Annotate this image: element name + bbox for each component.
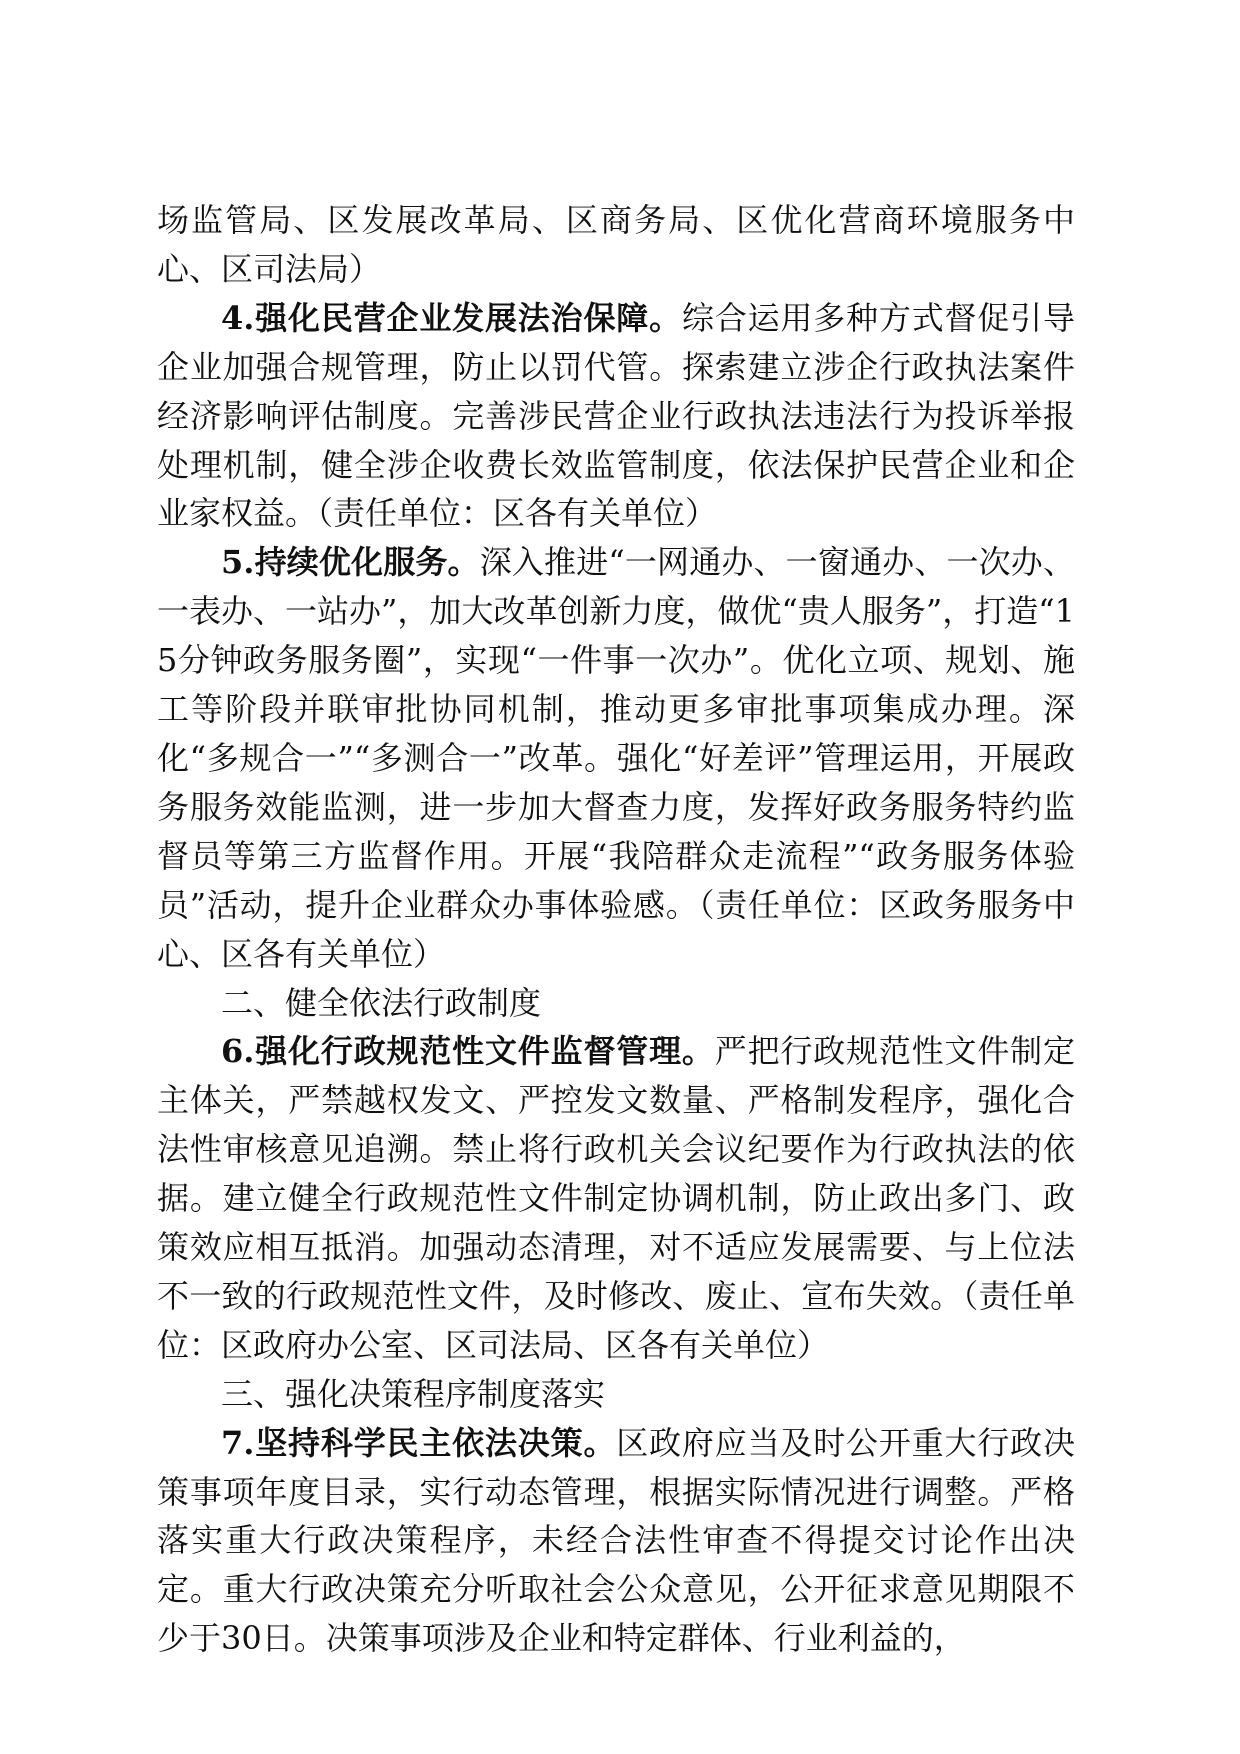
paragraph-text: 场监管局、区发展改革局、区商务局、区优化营商环境服务中心、区司法局）	[157, 201, 1075, 288]
item-7-text: 区政府应当及时公开重大行政决策事项年度目录，实行动态管理，根据实际情况进行调整。严格落实重大行政决策程序，未经合法性审查不得提交讨论作出决定。重大行政决策充分听取社会公众意见，公开征求意见期限不少于30日。决策事项涉及企业和特定群体、行业利益的，	[157, 1423, 1075, 1658]
item-6-text: 严把行政规范性文件制定主体关，严禁越权发文、严控发文数量、严格制发程序，强化合法性审核意见追溯。禁止将行政机关会议纪要作为行政执法的依据。建立健全行政规范性文件制定协调机制，防止政出多门、政策效应相互抵消。加强动态清理，对不适应发展需要、与上位法不一致的行政规范性文件，及时修改、废止、宣布失效。（责任单位：区政府办公室、区司法局、区各有关单位）	[157, 1032, 1075, 1364]
paragraph-continuation	[157, 196, 1075, 294]
document-page	[157, 196, 1075, 1663]
item-7-lead: 7.坚持科学民主依法决策。	[221, 1423, 617, 1462]
item-5-text: 深入推进“一网通办、一窗通办、一次办、一表办、一站办”，加大改革创新力度，做优“贵人服务”，打造“15分钟政务服务圈”，实现“一件事一次办”。优化立项、规划、施工等阶段并联审批协同机制，推动更多审批事项集成办理。深化“多规合一”“多测合一”改革。强化“好差评”管理运用，开展政务服务效能监测，进一步加大督查力度，发挥好政务服务特约监督员等第三方监督作用。开展“我陪群众走流程”“政务服务体验员”活动，提升企业群众办事体验感。（责任单位：区政务服务中心、区各有关单位）	[157, 543, 1075, 973]
section-heading-3: 三、强化决策程序制度落实	[221, 1374, 606, 1413]
item-4-lead: 4.强化民营企业发展法治保障。	[221, 298, 682, 337]
paragraph-item-5	[157, 538, 1075, 978]
item-6-lead: 6.强化行政规范性文件监督管理。	[221, 1032, 715, 1071]
item-4-text: 综合运用多种方式督促引导企业加强合规管理，防止以罚代管。探索建立涉企行政执法案件经济影响评估制度。完善涉民营企业行政执法违法行为投诉举报处理机制，健全涉企收费长效监管制度，依法保护民营企业和企业家权益。（责任单位：区各有关单位）	[157, 298, 1075, 533]
paragraph-item-6	[157, 1027, 1075, 1369]
item-5-lead: 5.持续优化服务。	[221, 543, 480, 582]
section-heading-2: 二、健全依法行政制度	[221, 983, 542, 1022]
paragraph-item-7	[157, 1419, 1075, 1664]
paragraph-item-4	[157, 294, 1075, 539]
